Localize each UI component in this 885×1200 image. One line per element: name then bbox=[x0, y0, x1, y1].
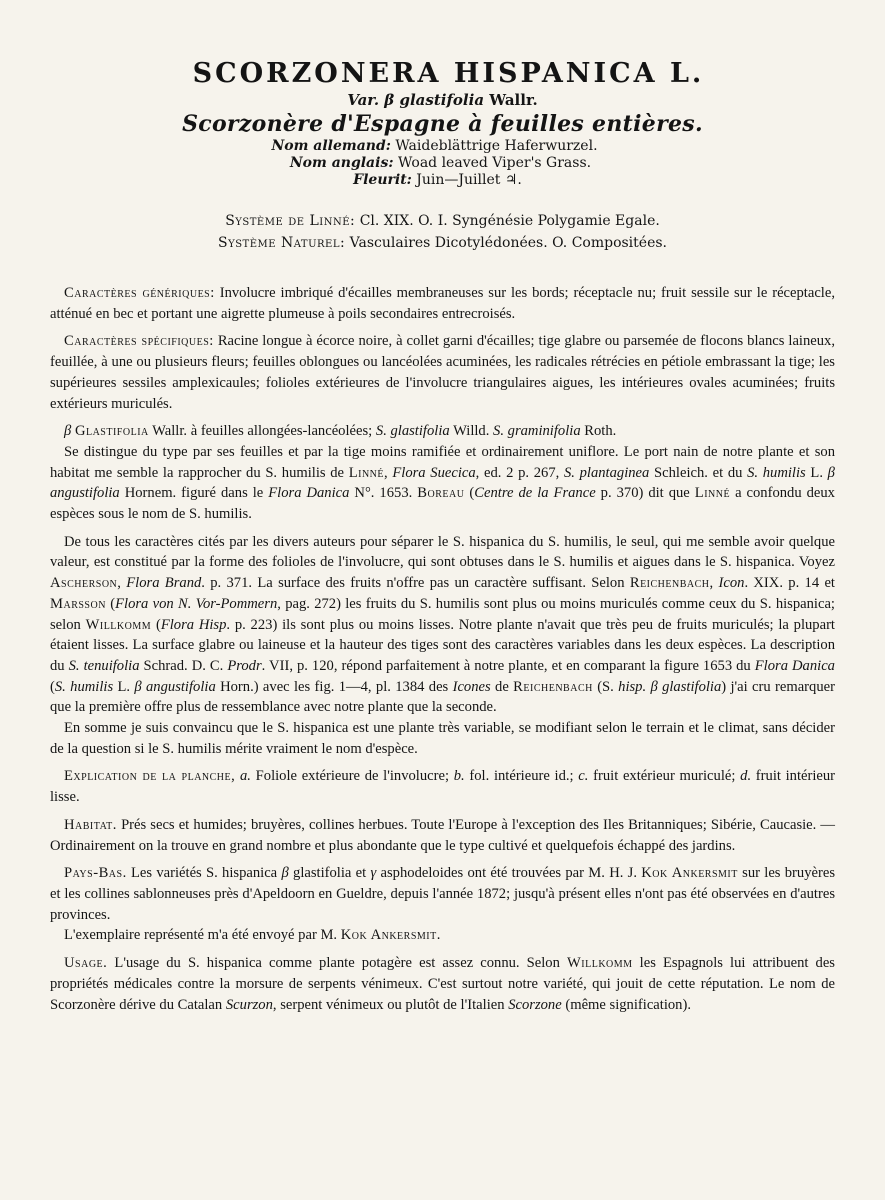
english-label: Nom anglais: bbox=[289, 155, 394, 171]
text-run: sur les bruyères et les collines sablonneuses près d'Apeldoorn en Gueldre, depuis l'année 1872; jusqu'à présent elles n'ont pas été observées en d'autres provinces. bbox=[50, 865, 835, 923]
flowering-value: Juin—Juillet ♃. bbox=[416, 172, 522, 188]
text-run: Horn.) avec les fig. 1—4, pl. 1384 des bbox=[220, 678, 449, 695]
generic-characters-paragraph bbox=[50, 283, 835, 324]
work-title: Flora Hisp bbox=[160, 616, 227, 633]
specific-characters-paragraph bbox=[50, 331, 835, 414]
glastifolia-text: Willd. bbox=[453, 423, 490, 440]
text-run: fruit extérieur muriculé; bbox=[593, 768, 736, 785]
linne-value: Cl. XIX. O. I. Syngénésie Polygamie Egale. bbox=[359, 213, 660, 229]
specific-characters-label: Caractères spécifiques: bbox=[64, 333, 214, 350]
species-name: S. humilis bbox=[54, 678, 114, 695]
text-run: a confondu deux espèces sous le nom de S. humilis. bbox=[50, 485, 835, 523]
variety-beta: β bbox=[384, 91, 395, 109]
german-label: Nom allemand: bbox=[271, 138, 391, 154]
text-run: , bbox=[384, 464, 388, 481]
work-title: Icon bbox=[718, 575, 745, 592]
page-title: SCORZONERA HISPANICA L. bbox=[192, 58, 705, 89]
author-name: Reichenbach bbox=[629, 575, 710, 592]
generic-characters-label: Caractères génériques: bbox=[64, 285, 215, 301]
naturel-value: Vasculaires Dicotylédonées. O. Compositées. bbox=[349, 235, 667, 251]
text-run: ( bbox=[155, 616, 161, 633]
text-run: . VII, p. 120, répond parfaitement à notre plante, et en comparant la figure 1653 du bbox=[261, 657, 751, 674]
beta-symbol: β bbox=[64, 423, 72, 440]
work-title: Flora Suecica bbox=[392, 464, 476, 481]
glastifolia-text: Roth. bbox=[584, 423, 617, 440]
natural-system bbox=[0, 232, 885, 254]
glastifolia-text: Wallr. à feuilles allongées-lancéolées; bbox=[152, 423, 373, 440]
text-run: (S. bbox=[597, 678, 614, 695]
figure-letter: d. bbox=[740, 768, 752, 785]
habitat-text: Prés secs et humides; bruyères, collines herbues. Toute l'Europe à l'exception des Iles Britanniques; Sibérie, Caucasie. — Ordinairement on la trouve en grand nombre et plus abondante que le type cultivé et quelquefois échappé des jardins. bbox=[50, 816, 835, 854]
work-title: Centre de la France bbox=[474, 485, 596, 502]
netherlands-paragraph bbox=[50, 863, 835, 925]
german-name-line bbox=[0, 138, 877, 154]
author-name: Linné bbox=[348, 464, 385, 481]
author-name: Linné bbox=[694, 485, 731, 502]
distinction-paragraph bbox=[50, 442, 835, 525]
text-run: Se distingue du type par ses feuilles et par la tige moins ramifiée et ordinairement uniflore. Le port nain de notre plante et son habitat me semble la rapprocher du S. humilis de bbox=[50, 443, 835, 481]
glastifolia-label: Glastifolia bbox=[74, 423, 149, 440]
text-run: ( bbox=[110, 595, 116, 612]
author-name: Reichenbach bbox=[513, 678, 593, 695]
author-name: Marsson bbox=[50, 595, 106, 612]
species-name: S. plantaginea bbox=[563, 464, 650, 481]
species-name: hisp. β glastifolia bbox=[618, 678, 722, 695]
work-title: Icones bbox=[452, 678, 491, 695]
text-run: , serpent vénimeux ou plutôt de l'Italien bbox=[272, 996, 505, 1013]
main-text bbox=[50, 283, 835, 1022]
flowering-label: Fleurit: bbox=[353, 172, 412, 188]
generic-characters-text: Involucre imbriqué d'écailles membraneuses sur les bords; réceptacle nu; fruit sessile sur le réceptacle, atténué en bec et portant une aigrette plumeuse à poils secondaires entrecroisés. bbox=[50, 285, 835, 322]
text-run: . bbox=[436, 927, 441, 944]
work-title: Flora Brand bbox=[126, 575, 202, 592]
text-run: ( bbox=[469, 485, 475, 502]
text-run: ( bbox=[50, 678, 55, 695]
species-name: β angustifolia bbox=[50, 464, 835, 502]
text-run: Schleich. et du bbox=[654, 464, 743, 481]
netherlands-label: Pays-Bas. bbox=[64, 865, 127, 882]
english-name-line bbox=[0, 155, 883, 171]
text-run: L. bbox=[117, 678, 131, 695]
text-run: de bbox=[495, 678, 509, 695]
text-run: p. 370) dit que bbox=[600, 485, 690, 502]
text-run: Les variétés S. hispanica bbox=[131, 865, 278, 882]
text-run: glastifolia et bbox=[293, 865, 367, 882]
habitat-label: Habitat. bbox=[64, 816, 117, 833]
header bbox=[0, 0, 885, 188]
gamma-symbol: γ bbox=[370, 865, 377, 882]
usage-paragraph bbox=[50, 953, 835, 1015]
linne-system bbox=[0, 210, 885, 232]
text-run: N°. 1653. bbox=[354, 485, 413, 502]
variety-line bbox=[0, 91, 885, 109]
text-run: De tous les caractères cités par les divers auteurs pour séparer le S. hispanica du S. humilis, le seul, qui me semble avoir quelque valeur, est constitué par la forme des folioles de l'involucre, qui sont obtuses dans le S. humilis et aigues dans le S. hispanica. Voyez bbox=[50, 533, 835, 571]
species-name: S. tenuifolia bbox=[68, 657, 140, 674]
beta-symbol: β bbox=[281, 865, 289, 882]
work-title: Prodr bbox=[227, 657, 262, 674]
characters-cited-paragraph bbox=[50, 532, 835, 718]
text-run: Foliole extérieure de l'involucre; bbox=[255, 768, 450, 785]
figure-letter: a. bbox=[240, 768, 251, 785]
classification-systems bbox=[0, 210, 885, 254]
specific-characters-text: Racine longue à écorce noire, à collet garni d'écailles; tige glabre ou parsemée de flocons blancs laineux, feuillée, à une ou plusieurs fleurs; feuilles oblongues ou lancéolées acuminées, les radicales rétrécies en pétiole embrassant la tige; les supérieures sessiles amplexicaules; folioles extérieures de l'involucre triangulaires aigues, les intérieures ovales acuminées; fruits extérieurs muriculés. bbox=[50, 333, 835, 412]
text-run: ) j'ai cru remarquer que la première offre plus de ressemblance avec notre plante que la seconde. bbox=[50, 678, 835, 716]
linne-label: Système de Linné: bbox=[225, 213, 356, 229]
naturel-label: Système Naturel: bbox=[218, 235, 346, 251]
text-run: , pag. 272) les fruits du S. humilis sont plus ou moins muriculés comme ceux du S. hispanica; selon bbox=[50, 595, 835, 633]
french-name: Scorzonère d'Espagne à feuilles entières. bbox=[182, 111, 703, 137]
variety-name: glastifolia bbox=[399, 91, 485, 109]
text-run: les Espagnols lui attribuent des propriétés médicales contre la morsure de serpents vénimeux. C'est surtout notre variété, qui jouit de cette réputation. Le nom de Scorzonère dérive du Catalan bbox=[50, 955, 835, 1013]
text-run: . p. 223) ils sont plus ou moins lisses. Notre plante n'avait que très peu de fruits muriculés; la plupart étaient lisses. La surface glabre ou laineuse et la hauteur des tiges sont des caractères variables dans les deux espèces. La description du bbox=[50, 616, 835, 674]
specimen-paragraph bbox=[50, 925, 835, 946]
text-run: asphodeloides ont été trouvées par M. H. J. bbox=[380, 865, 637, 882]
text-run: L'usage du S. hispanica comme plante potagère est assez connu. Selon bbox=[114, 955, 560, 972]
text-run: , ed. 2 p. 267, bbox=[475, 464, 560, 481]
author-name: Kok Ankersmit bbox=[641, 865, 738, 882]
text-run: Schrad. D. C. bbox=[143, 657, 224, 674]
text-run: fruit intérieur lisse. bbox=[50, 768, 836, 806]
habitat-paragraph bbox=[50, 815, 835, 856]
species-name: S. humilis bbox=[747, 464, 806, 481]
text-run: L'exemplaire représenté m'a été envoyé par M. bbox=[64, 927, 338, 944]
text-run: , bbox=[709, 575, 714, 592]
german-name: Waideblättrige Haferwurzel. bbox=[395, 138, 598, 154]
text-run: . XIX. p. 14 et bbox=[744, 575, 835, 592]
usage-label: Usage. bbox=[64, 955, 108, 972]
work-title: Flora von N. Vor-Pommern bbox=[115, 595, 278, 612]
author-name: Kok Ankersmit bbox=[340, 927, 437, 944]
variety-author: Wallr. bbox=[489, 91, 538, 109]
author-name: Willkomm bbox=[85, 616, 152, 633]
glastifolia-synonym: S. glastifolia bbox=[375, 423, 450, 440]
text-run: L. bbox=[810, 464, 823, 481]
plate-explanation-paragraph bbox=[50, 766, 835, 807]
word-italic: Scorzone bbox=[508, 996, 562, 1013]
work-title: Flora Danica bbox=[754, 657, 835, 674]
glastifolia-synonym: S. graminifolia bbox=[493, 423, 581, 440]
text-run: Hornem. figuré dans le bbox=[124, 485, 264, 502]
species-name: β angustifolia bbox=[134, 678, 216, 695]
word-italic: Scurzon bbox=[225, 996, 273, 1013]
author-name: Ascherson bbox=[50, 575, 118, 592]
flowering-line bbox=[0, 172, 880, 188]
work-title: Flora Danica bbox=[268, 485, 350, 502]
author-name: Willkomm bbox=[567, 955, 633, 972]
text-run: . p. 371. La surface des fruits n'offre pas un caractère suffisant. Selon bbox=[201, 575, 625, 592]
figure-letter: c. bbox=[578, 768, 589, 785]
english-name: Woad leaved Viper's Grass. bbox=[397, 155, 592, 171]
text-run: fol. intérieure id.; bbox=[469, 768, 574, 785]
variety-prefix: Var. bbox=[347, 91, 380, 109]
figure-letter: b. bbox=[453, 768, 465, 785]
conclusion-paragraph: En somme je suis convaincu que le S. hispanica est une plante très variable, se modifiant selon le terrain et le climat, sans décider de la question si le S. humilis mérite vraiment le nom d'espèce. bbox=[50, 720, 835, 757]
plate-explanation-label: Explication de la planche, bbox=[64, 768, 236, 785]
text-run: , bbox=[117, 575, 121, 592]
glastifolia-paragraph bbox=[50, 421, 835, 442]
text-run: (même signification). bbox=[565, 996, 691, 1013]
author-name: Boreau bbox=[417, 485, 465, 502]
